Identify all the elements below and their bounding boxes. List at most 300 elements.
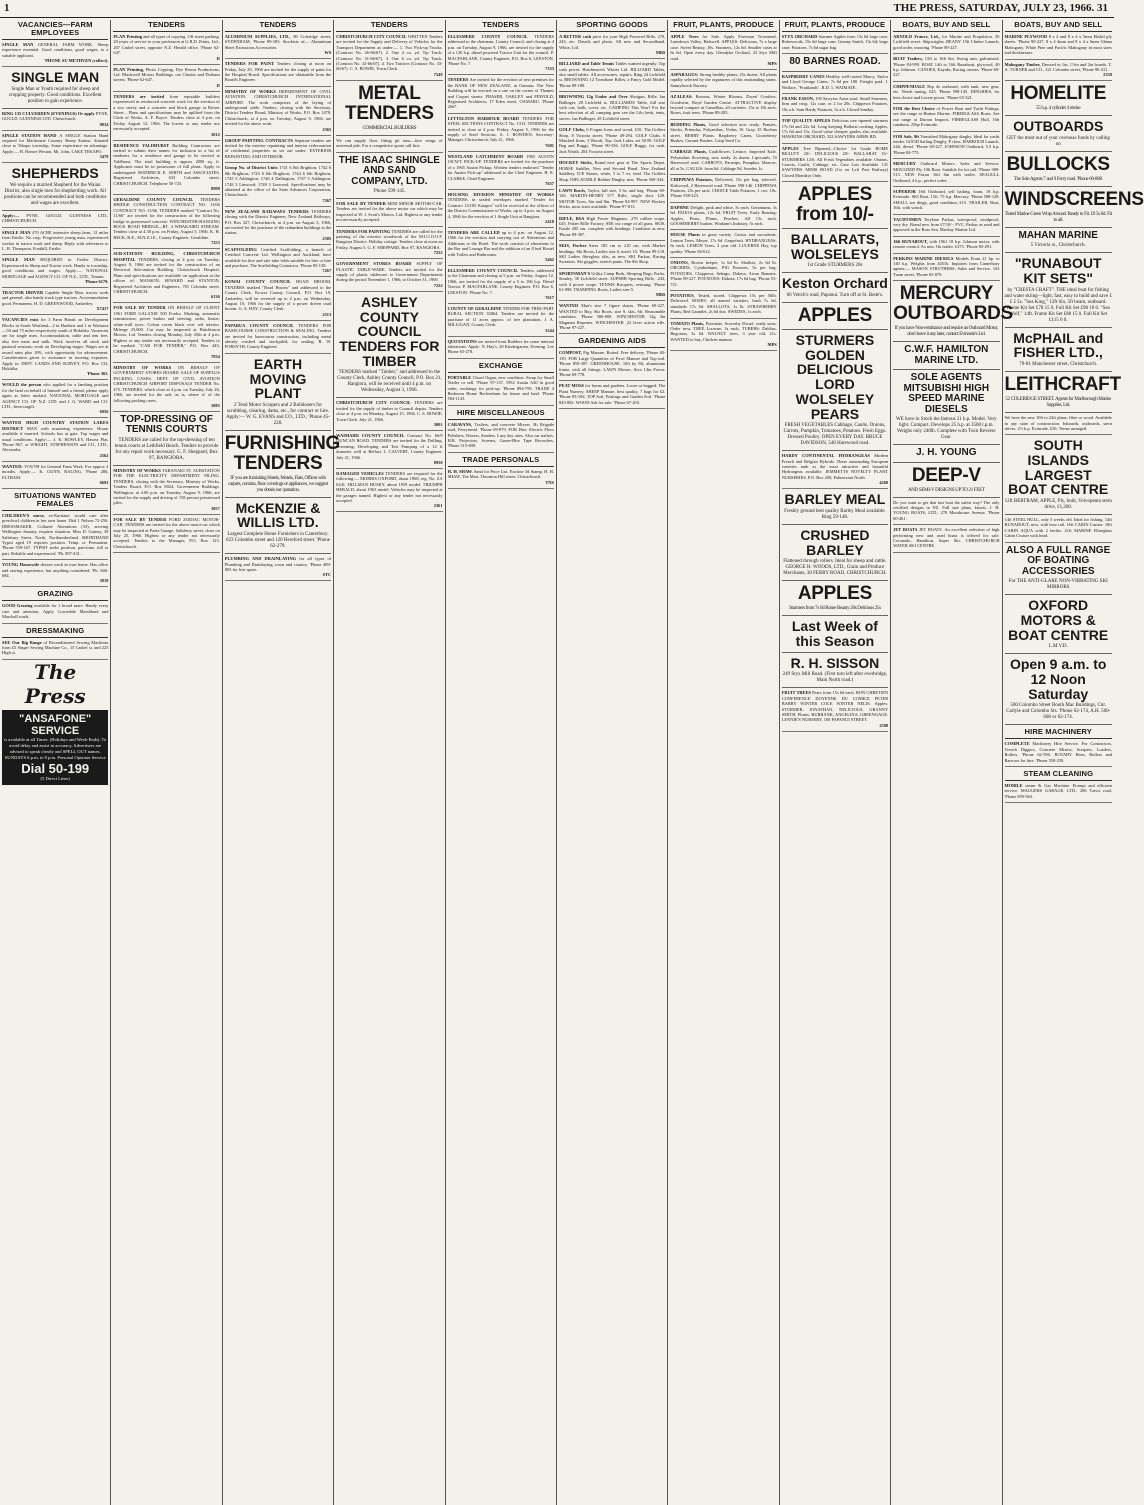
classified-ad-text — [559, 188, 665, 210]
classified-ad-body: Delight, pink and white, 5s each. Geraniums, 3s 6d. FEIJOA plants, 12s 6d. FRUIT Trees, Early Bearing: Apples, Pears, Plums, Peaches. All 15s each. GOOSEBERRY bushes, Winham's Industry, 5s each. — [670, 204, 777, 226]
classified-advertisement — [559, 92, 665, 125]
display-ad-body: Freshly ground best quality Barley Meal available. Ring 59-148. — [784, 508, 886, 520]
classified-ad-text — [448, 375, 554, 402]
classified-ad-lead: FRUIT TREES — [781, 690, 813, 696]
classified-ad-lead: RING 135 CULVERDEN (EVENINGS) Or apply — [2, 110, 96, 116]
classified-ad-lead: VACANCIES exist — [2, 317, 41, 323]
classified-ad-lead: ALUMINIUM SUPPLIES, LTD., — [224, 33, 294, 39]
classified-advertisement — [2, 109, 108, 131]
classified-ad-body: Terylene Parkas, waterproof, windproof, very dry. Brand new from £7/10/-. PVC, Parkas as used and approved in the Ross Sea, Mackay Marine Ltd. — [893, 216, 1000, 233]
classified-ad-lead: WESTLAND CATCHMENT BOARD — [447, 153, 527, 159]
classified-advertisement — [893, 187, 999, 215]
section-heading: EXCHANGE — [448, 361, 554, 373]
service-lines: (5 Direct Lines) — [40, 775, 70, 781]
classified-ad-text — [559, 350, 665, 377]
classified-ad-lead: ARNOLD France, Ltd., — [893, 33, 943, 39]
classified-ad-text — [2, 42, 108, 58]
classified-ad-lead: MINISTRY OF WORKS — [113, 365, 178, 371]
display-ad-title: BALLARATS, WOLSELEYS — [790, 231, 880, 262]
classified-ad-body: TENDERS FOR BASECOURSE CONSTRUCTION & SEALING. Tenders are invited for basecourse construction, including metal already crushed and stockpiled, for sealing. R. W. FORSYTH, County Engineer. — [224, 322, 332, 350]
classified-ad-lead: MARINE PLYWOOD — [1004, 33, 1049, 39]
classified-ad-text — [670, 321, 776, 343]
classified-ad-reference: 3085 — [211, 402, 220, 408]
display-advertisement — [1005, 595, 1112, 654]
display-ad-body: 1st Grade STURMERS 20s — [807, 263, 863, 269]
classified-ad-lead: SINGLE MAN — [2, 257, 41, 263]
display-ad-body: 500 Colombo Street Booth Mac Buildings, Cnr. Carlyle and Colombo Sts. 'Phone 62-174, A.H. 560-668 or 62-174. — [1006, 703, 1111, 721]
display-advertisement — [1005, 152, 1112, 187]
classified-advertisement — [336, 227, 442, 260]
display-advertisement — [1005, 543, 1112, 596]
classified-advertisement — [448, 75, 554, 113]
classified-column — [446, 20, 557, 1505]
classified-ad-lead: FOR SALE BY TENDER — [113, 516, 169, 522]
classified-ad-body: Certified Scaffolding, a branch of Certified Concrete Ltd. Wellington and Auckland, have available for hire and sale tube folds suitable for hire or hire and purchase. The Scaffolding Contractor. 'Phone 85-138. — [224, 246, 332, 268]
section-heading: TRADE PERSONALS — [448, 455, 554, 467]
page-masthead — [0, 0, 1114, 18]
classified-advertisement — [448, 114, 554, 152]
classified-ad-text — [1005, 34, 1112, 56]
display-advertisement — [336, 81, 442, 136]
classified-ad-lead: SKIS, Fischer — [558, 243, 589, 249]
classified-advertisement — [2, 560, 108, 587]
classified-ad-lead: H. H. SHAW. — [447, 468, 474, 474]
classified-ad-reference: 2505 — [322, 235, 332, 241]
display-ad-title: SOUTH ISLANDS LARGEST BOAT CENTRE — [1008, 437, 1109, 498]
display-ad-title: SINGLE MAN — [11, 69, 100, 86]
display-advertisement — [893, 445, 999, 463]
classified-ad-body: Brown keeper, 1s 6d lb. Shallots, 2s 6d lb. ORCHIDS, Cymbidiums. PIG Potatoes, 5s per bag. POTATOES, Chippewa, Sebago, Dakota, Arran Banners. 'Phone 89-227. POTATOES: Dakota, 17s 6d bag. 'Phone 53-721. — [670, 259, 777, 287]
display-ad-title: SHEPHERDS — [11, 165, 99, 182]
classified-ad-body: TENDERS closing with the District Engineer, New Zealand Railways, P.O. Box 327, Christchurch, at 4 p.m. on August 3, 1966, are invited for the purchase of the redundant buildings at the station. — [224, 208, 332, 236]
classified-ad-body: steam & Gas Machine. Prompt and efficient service. MAUGERS GARAGE, LTD., 286 Travis road, 'Phone 859-563. — [1004, 782, 1112, 799]
display-advertisement — [893, 463, 999, 498]
classified-ad-text — [782, 118, 888, 140]
classified-ad-body: SUPPLY OF PLASTIC TABLE-WARE. Tenders are invited for the supply of plastic tableware to Government Departments during the period November 1, 1966, to October 31, 1969. — [336, 261, 443, 283]
classified-ad-body: are invited from Builders for some internal alterations. Apply: N. Hay's, 20 Kindergarten, Evening. Lee Phone 65-278. — [447, 338, 554, 355]
classified-ad-body: Delivered, 15s per bag, selected. Kirkwood, 2 Harewood road. 'Phone 598-146. CHIPPEWA Potatoes, 25s per sack. CHOICE Table Potatoes, 1 cwt. 18s. 'Phone 558-223. — [670, 177, 777, 199]
classified-ad-text — [559, 94, 665, 121]
display-advertisement — [782, 581, 888, 616]
classified-ad-body: WRITTEN Tenders are invited for the Supply and Delivery of Vehicles for the Transport Department as under:— 1. Two Pick-up Trucks. (Contract No. 26-66/67). 2. One 4 cu. yd. Tip Truck. (Contract No. 31-66/67). 3. One 6 cu. yd. Tip Truck. (Contract No. 32-66/67). 4. Two Tractors (Contract No. 33-66/67). C. S. BOWIE, Town Clerk. — [336, 33, 443, 72]
classified-advertisement — [670, 175, 776, 203]
classified-advertisement — [2, 380, 108, 418]
classified-ad-text — [448, 192, 554, 219]
display-advertisement — [1005, 435, 1112, 515]
classified-ad-body: Capable Single Man, tractor work and general, also handy truck type tractors. Accommodation good. Permanent. H. D. GREENWOOD, Amberley. — [2, 290, 109, 306]
classified-advertisement — [336, 32, 442, 81]
classified-ad-lead: FOR Sale, 9ft — [893, 133, 921, 139]
classified-ad-text — [893, 256, 999, 278]
classified-ad-body: 6 Forgan Irons and wood, £10. The Golfers Shop, 8 Victoria street. 'Phone 49-294. GOLF Clubs, 6 Matched Irons, 3 Woods. Top. Jack Laker, set 50.99. GOLF Bag and Buggy, 'Phone 90-356. GOLF Buggy, for cash. Jack Walsh, 204 Victoria street. — [558, 127, 666, 154]
classified-ad-text — [893, 106, 999, 128]
classified-ad-text — [336, 471, 442, 503]
classified-ad-body: Photo Copying, Dye Reson Productions, Ltd. Blackwell Motors Buildings, cnr Chester and Durham streets. 'Phone 62-647. — [113, 66, 220, 83]
classified-ad-body: for all types of Plumbing and Drainlaying, town and country. 'Phone 489-803 for free quote. — [224, 556, 332, 572]
classified-ad-body: Building Contractors are invited to submit their names for inclusion in a list of tenderers for a residence and garage to be erected at Yaldhurst. The total building is approx 2000 sq. ft. Applicants must be in possession of full plans. Apply to undersigned: RODERICK E. SMITH and ASSOCIATES, Registered Architects, 633 Colombo street, CHRISTCHURCH. Telephone 50-725. — [113, 142, 220, 186]
classified-ad-text — [448, 422, 554, 449]
classified-advertisement — [2, 315, 108, 380]
classified-ad-lead: LYTTELTON HARBOUR BOARD — [447, 115, 523, 121]
classified-ad-text — [1005, 415, 1112, 431]
classified-ad-body: price for your High Powered Rifle, 270, 243, etc. Details and photo. All new and Secondhand. White, Ltd. — [558, 33, 666, 50]
classified-ad-body: for Marine and Propulsion. 50 Lichfield street. Shipwrights. BEANY 15ft Clinker Launch, good order, mooring. 'Phone 89-227. — [893, 33, 1000, 50]
classified-advertisement — [893, 32, 999, 54]
classified-ad-body: Dressed in 1in, 1½in and 2in boards. T. A. TURNER and CO., 321 Colombo street, 'Phone 90-411. — [1004, 61, 1112, 72]
classified-ad-text — [782, 453, 888, 480]
classified-ad-reference: 6136 — [211, 294, 220, 300]
classified-ad-body: Tables wanted urgently. Top cash prices. Hutchinson's Winter Ltd. BILLIARD Tables, also small tables. All accessories, repairs. Ring 24 Lichfield st. BROWNING 12 Trombone Rifles, a Fancy Gold Model. 'Phone 89-188. — [558, 61, 666, 88]
classified-ad-reference: 3344 — [545, 327, 554, 333]
classified-ad-lead: HOUSE Plants — [670, 232, 703, 238]
classified-ad-body: We can supply floor fitting pit runs—face wings of universal pile. For a competitive quote call first. — [336, 137, 443, 149]
classified-columns — [0, 20, 1144, 1505]
classified-ad-lead: SPORTSMAN'S — [558, 270, 592, 276]
classified-ad-body: FORD ZODIAC MOTOR-CAR. TENDERS are invited for the above motor-car which may be inspected at Parks Garage, Salisbury street, close on July 25, 1966. Highest or any tender not necessarily accepted. Tenders to the Manager, P.O. Box 123, Christchurch. — [113, 516, 220, 549]
classified-ad-text — [113, 34, 219, 56]
classified-ad-text — [225, 247, 331, 269]
classified-ad-lead: SUPERIOR — [893, 188, 919, 194]
display-ad-body: GET the most out of your overseas funds by calling on — [1006, 136, 1110, 148]
classified-ad-body: from reputable builders experienced in reinforced concrete work for the erection of a two storey and a concrete and block garage at Bower Street... Plans and specifications may be uplifted from the Clerk of Works, A. F. Boyce. Tenders close at 4 p.m. on Friday, August 12, 1966. The lowest or any tender not necessarily accepted. — [113, 93, 220, 132]
classified-ad-text — [893, 500, 999, 522]
classified-ad-body: of Reconditioned Sewing Machines from £5 Singer Sewing Machine Co., 15 Cashel st. and 225 High st. — [2, 639, 109, 656]
classified-ad-lead: CHRISTCHURCH CITY COUNCIL — [336, 33, 408, 39]
classified-column — [334, 20, 445, 1505]
classified-advertisement — [559, 381, 665, 409]
display-ad-title: THE ISAAC SHINGLE AND SAND COMPANY, LTD. — [338, 154, 440, 187]
classified-advertisement — [336, 431, 442, 469]
classified-ad-lead: HARDY CONTINENTAL HYDRANGEAS — [781, 453, 875, 459]
display-ad-title: MERCURY OUTBOARDS — [893, 283, 1013, 325]
display-ad-body: 12ft BERTRAM, APPLE, Ply, built, Volvopenta stern drive, £1,200. — [1004, 499, 1112, 511]
classified-advertisement — [670, 147, 776, 175]
classified-ad-lead: DAMAGED VEHICLES — [336, 470, 386, 476]
display-ad-body: WE have in Stock the famous 21 h.p. Model. Very light. Compact. Develops 25 h.p. at 3500 r.p.m. Weighs only 240lb. Complete with Twin Reverse Gear. — [895, 417, 997, 441]
classified-ad-body: for Sale. Apply Foreman Townsend, Lansdown Valley, Halswell. APPLES: Delicious, 7s a large case. Sweet Beauty, 10s. Sturmers, 12s 6d. Smaller cases at 6s 6d. Open every day. Glendyke Orchard, 23 Styx Mill road. — [670, 33, 777, 61]
classified-ad-body: MINI MINOR MOTOR-CAR. Tenders are invited for the above motor car which may be inspected at W. J. Scott's Motors, Ltd. Highest or any tender not necessarily accepted. — [336, 201, 443, 223]
classified-ad-reference: MBS — [655, 292, 666, 298]
classified-ad-body: of Power Boat and Yacht Fittings, see the range at Hutton Marine. FIBERGLASS Boats. See our range at Dacron Imports. FIBREGLASS Hull, 16ft runabout, 25hp Evinrude. — [893, 106, 1000, 128]
classified-ad-reference: 3012 — [211, 131, 220, 137]
classified-advertisement — [1005, 781, 1112, 803]
classified-ad-body: JET BOATS. An excellent selection of high performing new and used boats is offered for sale. Coronado, Hamilton, Super Ski. CHRISTCHURCH WATER SKI CENTRE. — [893, 527, 1000, 549]
classified-ad-text — [225, 165, 331, 197]
classified-ad-lead: COMPLETE — [1004, 741, 1033, 747]
display-ad-title: APPLES — [797, 583, 873, 605]
classified-advertisement — [336, 136, 442, 153]
classified-ad-body: Outboard Motors. Sales and Service. MOULDED Ply 10ft Boat. Suitable for lot sail. 'Phone 388-513. NEW Paxon 16ft 6in with trailer. SEAGULL Outboard, 4 h.p., perfect order. — [893, 161, 1000, 183]
classified-ad-text — [448, 339, 554, 355]
classified-ad-body: Sizes 185 cm to 210 cm, with Marker bindings. Ski Boots, Ladies size 6, men's 10. 'Phone 89-118. SKI Ladies fibreglass skis, as new. SKI Parkas, Racing Sweaters. Ski goggles, stretch pants. The Ski Shop. — [558, 243, 666, 265]
classified-ad-reference: 3057 — [211, 505, 220, 511]
classified-advertisement — [782, 688, 888, 731]
display-ad-body: L.M.V.D. — [1048, 644, 1068, 650]
classified-advertisement — [225, 136, 331, 164]
classified-ad-lead: WANTED HIGH COUNTRY STATION LAKES DISTRICT — [2, 420, 109, 431]
classified-advertisement — [225, 32, 331, 59]
classified-ad-lead: ELLESMERE COUNTY COUNCIL — [447, 33, 535, 39]
classified-ad-text — [670, 260, 776, 287]
classified-ad-lead: DAPHNE — [670, 204, 691, 210]
classified-ad-body: Delicious tree ripened sturmers 17s 6d and 22s 6d. Long keeping Ballarat cooking Apples, 17s 6d and 15s. Good value cheaper grades also available. HAWKINS ORCHARD, 322 SAWYERS ARMS RD. — [781, 118, 889, 140]
classified-ad-reference: WS — [324, 50, 332, 56]
classified-ad-lead: SUB-STATION BUILDING, CHRISTCHURCH HOSPITAL — [113, 251, 220, 262]
classified-ad-lead: BEDDING Plants, — [670, 121, 709, 127]
classified-ad-text — [2, 133, 108, 155]
classified-ad-lead: WANTED: — [2, 463, 25, 469]
classified-advertisement — [559, 158, 665, 186]
classified-ad-text — [559, 127, 665, 154]
classified-advertisement — [1005, 413, 1112, 435]
classified-advertisement — [2, 40, 108, 67]
classified-ad-reference: 3479 — [99, 154, 109, 160]
classified-advertisement — [113, 32, 219, 65]
classified-ad-reference: 5462 — [545, 256, 554, 262]
classified-ad-text — [670, 122, 776, 144]
classified-ad-body: TENDERS FOR STEEL SECTIONS CONTRACT No. 1313. TENDERS are invited to close at 4 p.m. Friday, August 5, 1966 for the supply of Steel Sections. A. J. BOWDEN, Secretary-Manager. Christchurch, July 21, 1966. — [447, 115, 554, 143]
classified-ad-lead: SINGLE MAN — [2, 229, 33, 235]
display-ad-body: For THE ANTI-GLARE NON-VIBRATING SKI MIRRORS — [1008, 579, 1108, 591]
display-ad-body: COMMERCIAL BUILDERS — [362, 125, 417, 131]
display-ad-body: 'Phone 599-145. — [373, 189, 406, 194]
classified-advertisement — [559, 348, 665, 381]
classified-ad-lead: GROUP PAINTING CONTRACTS — [224, 137, 295, 143]
classified-ad-reference: 2562 — [99, 452, 109, 458]
classified-ad-body: 16ft Outboard, self bailing, foam, 18 h.p. Evinrude. SKI Boat, 15ft. 75 h.p. Mercury. 'Phone 588-128. SMALL sea dingy, good condition, £15. TRAILER, Boat, 16ft, with winch. — [893, 188, 1000, 211]
column-heading: FRUIT, PLANTS, PRODUCE — [670, 20, 776, 32]
classified-ad-lead: FOR SALE BY TENDER — [336, 201, 388, 206]
classified-ad-body: TENDERS are called for the painting of the exterior woodwork of the M.U.I.O.O.F. Rangiora District. Holiday cottage. Tenders close at noon on Friday, August 5. G. F. SHEPPARD, Box 97, RANGIORA. — [336, 228, 443, 250]
display-advertisement — [2, 163, 108, 211]
classified-ad-lead: BOAT Trailers, — [893, 56, 925, 62]
classified-ad-lead: JET BOATS — [893, 527, 920, 533]
classified-advertisement — [893, 159, 999, 187]
display-ad-body: If you have Non-remittance and require an Outboard Motor, don't leave it any later, contact Evinrude's Ltd. — [894, 326, 998, 338]
classified-advertisement — [559, 59, 665, 92]
classified-ad-lead: FRANK ESSON, — [781, 95, 816, 101]
display-ad-title: WINDSCREENS — [1004, 188, 1144, 210]
classified-ad-lead: QUOTATIONS — [447, 338, 478, 344]
display-advertisement — [1004, 372, 1121, 413]
classified-ad-text — [225, 61, 331, 83]
classified-ad-body: DEPARTMENT OF CIVIL AVIATION. CHRISTCHURCH INTERNATIONAL AIRPORT. The work comprises of the laying of underground cable. Tenders, closing with the Secretary, District Tenders Board, Ministry of Works, P.O. Box 1479, Christchurch, at 4 p.m. on Tuesday, August 9, 1966, are invited for the above work. — [224, 88, 332, 127]
classified-ad-text — [1005, 741, 1112, 763]
display-advertisement — [782, 229, 888, 273]
classified-ad-lead: ONIONS, — [670, 259, 692, 265]
classified-ad-body: desires work in own home. Has office and sewing experience, but anything considered. 'Ph. 846-684. — [2, 562, 109, 578]
classified-ad-reference: 7252 — [433, 282, 443, 288]
classified-advertisement — [113, 195, 219, 249]
classified-ad-lead: CHILDREN'S nurse, — [2, 512, 49, 518]
service-title: "ANSAFONE" SERVICE — [19, 712, 92, 737]
classified-ad-body: 470 ACRE intensive sheep farm, 12 miles from Fairlie. No crop. Progressive young man, experienced worker in tractor work and sheep. Reply with references to L. B. Thompson, Fonthill, Fairlie. — [2, 229, 109, 251]
classified-ad-lead: GOLF Clubs, — [558, 127, 587, 133]
display-advertisement — [782, 616, 888, 652]
classified-ad-text — [225, 323, 331, 350]
classified-ad-lead: MOBILE — [1004, 782, 1026, 788]
classified-ad-text — [782, 96, 888, 112]
classified-ad-body: Chord Organ, new condition. Swap for Small Trailer or sell. 'Phone 97-137. 1952 Austin A40 in good order, exchange for pick-up. 'Phone 894-799. TRADE 4 Bedroom Home Beckenham for house and land. 'Phone 584-1125. — [447, 374, 554, 402]
display-advertisement — [1005, 228, 1112, 254]
classified-ad-body: High Power Magnum, .270 calibre scope. £45. Fisher Rifle Factory. SEE our range of all guns. SKIS, Kastle 205 cm, complete with bindings. Condition as new. 'Phone 89-387. — [558, 215, 666, 237]
classified-ad-lead: LAWN Bowls, — [558, 187, 588, 193]
classified-ad-reference: D — [216, 82, 220, 88]
classified-ad-text — [2, 257, 108, 279]
classified-advertisement — [2, 288, 108, 315]
classified-advertisement — [1005, 32, 1112, 60]
classified-advertisement — [336, 398, 442, 431]
display-advertisement — [1005, 81, 1112, 116]
display-ad-body: by "CRESTA CRAFT". THE ideal boat for fishing and water skiing—light, fast, easy to build and save £ £ £ £s. "Sea King," 12ft 6in, 5ft beam, outboard. Frame Kit Set £78 15 0. Full Kit Set £98 10 0. "Sea Wolf," 14ft. Frame Kit Set £88 15 0. Full Kit Set £115 0 0. — [1004, 287, 1112, 323]
classified-advertisement — [336, 199, 442, 227]
display-ad-body: The Sole Agents 7 and 9 Ferry road. 'Phone 60-888. — [1013, 176, 1103, 182]
display-advertisement — [782, 489, 888, 525]
display-advertisement — [225, 498, 331, 554]
classified-ad-body: TENDERS, closing at 4 p.m. on Tuesday, August 9, 1966 are invited for the construction of an Electrical Sub-station Building, Christchurch Hospital. Plans and specifications are available on application at the offices of: MANSON, SEWARD and STANTON, Registered Architects and Engineers, 701 Colombo street, CHRISTCHURCH. — [113, 256, 220, 294]
display-ad-title: APPLES — [797, 305, 873, 327]
classified-ad-text — [336, 261, 442, 283]
classified-ad-body: Pig Manure. Rotted. Free delivery. 'Phone 40-139. FOR Large Quantities of Fowl Manure and Top-soil. 'Phone 859-387. GREENHOUSE, 10ft by 8ft, aluminium frame, with all fittings. LAWN Mower, Atco 14in Power. 'Phone 69-778. — [558, 350, 666, 378]
classified-advertisement — [893, 237, 999, 254]
column-heading: TENDERS — [336, 20, 442, 32]
display-ad-body: 5 Victoria st., Christchurch. — [1030, 243, 1086, 249]
classified-ad-text — [670, 232, 776, 254]
classified-ad-text — [893, 161, 999, 183]
classified-ad-lead: CABBAGE Plants, — [670, 149, 709, 155]
classified-ad-body: TARANAKI ST. SUBSTATION FOR THE ELECTRICITY DEPARTMENT PILING. TENDERS, closing with the Secretary, Ministry of Works, Tenders Board, P.O. Box 8024, Government Buildings, Wellington, at 4.00 p.m. on Tuesday, August 9, 1966, are invited for the supply and driving of 158 precast prestressed piles. — [113, 467, 220, 506]
classified-ad-body: and all types of copying. Off street parking. 20 years of service to your profession at G.B.D. Prints, Ltd., 267 Cashel street, opposite N.Z. Herald office. 'Phone 62-647. — [113, 33, 220, 56]
classified-ad-body: MAN with mustering experience. House available if married. Schools bus at gate. Top wages and usual conditions. Apply:— J. K. ROWLEY, Hawea Flat, 'Phone 867, or WRIGHT, STEPHENSON and CO., LTD., Alexandra. — [2, 425, 109, 453]
classified-ad-reference: 2418 — [545, 218, 554, 224]
classified-advertisement — [782, 72, 888, 94]
classified-advertisement — [225, 245, 331, 278]
classified-ad-text — [2, 420, 108, 452]
classified-advertisement — [782, 451, 888, 489]
classified-ad-reference: 6956 — [99, 409, 109, 415]
classified-ad-text — [670, 177, 776, 199]
classified-ad-lead: PEAT MOSS — [558, 383, 586, 389]
classified-ad-lead: FOR SALE BY TENDER — [113, 305, 168, 311]
classified-ad-text — [559, 271, 665, 293]
display-ad-body: FRESH VEGETABLES Cabbage, Caulis, Onions, Carrots, Pumpkin, Tomatoes, Potatoes. Fresh Eggs. Dressed Poultry. OPEN EVERY DAY. BRUCE DAVIDSON, 540 Harewood road. — [783, 423, 887, 447]
classified-ad-text — [225, 209, 331, 236]
classified-ad-body: Cauliflower, Lettuce, Imported Kale. Polyanthus flowering, now ready. 2s dozen. Lipscomb, 74 Harewood road. CARROTS, Parsnips, Pumpkin, Marrow, all at 5s. CAULIS: from 6d. Cabbage 9d, Swedes 1s. — [670, 149, 777, 171]
display-ad-body: 249 Styx Mill Road. (First turn left after overbridge, Main North road.) — [782, 672, 888, 684]
display-advertisement — [782, 653, 888, 689]
classified-advertisement — [893, 525, 999, 553]
display-advertisement — [1004, 187, 1144, 228]
display-advertisement — [1005, 116, 1112, 152]
classified-ad-body: 80 Coleridge street, SYDENHAM, 'Phone 89-183. Stockists of— Aluminium Sheet Extrusions Accessories. — [224, 33, 332, 50]
classified-ad-reference: 7253 — [211, 240, 220, 246]
display-advertisement — [336, 153, 442, 200]
classified-advertisement — [113, 363, 219, 412]
display-ad-body: Tinted Marine Green Wrap Around. Ready to Fit. £9 5s 6d. Fit to all. — [1004, 211, 1112, 223]
classified-ad-body: Varnished Mahogany dinghy. Ideal for yacht tender. GOOD Sailing Dinghy, P class. HARBOUR Launch, 24ft, diesel. 'Phone 69-227. JOHNSON Outboard, 5.5 h.p. 'Phone 84-775. — [893, 133, 1000, 155]
classified-advertisement — [893, 82, 999, 104]
classified-column — [780, 20, 891, 1505]
classified-ad-reference: 6692 — [99, 480, 109, 485]
classified-ad-lead: MINISTRY OF WORKS — [113, 467, 163, 473]
classified-ad-text — [113, 365, 219, 403]
classified-ad-body: Are invited for the erection of new premises for the BANK OF NEW ZEALAND, in Oamaru. The New Building will be erected on a site on the corner of Thames and Coquet streets. FRASER, OAKLEY and PINFOLD, Registered Architects, 17 Eden street, OAMARU. 'Phone 2667. — [447, 77, 554, 110]
display-advertisement — [782, 273, 888, 303]
classified-ad-body: TENDERS are required for the following:— MORRIS OXFORD, about 1960, reg. No. ZA 6241. HILLMAN HUSKY, about 1959 model. TRIUMPH HERALD, about 1963 model. Vehicles may be inspected at the garages named. Highest or any tender not necessarily accepted. — [336, 470, 443, 503]
classified-advertisement — [559, 214, 665, 242]
classified-ad-text — [113, 468, 219, 506]
classified-ad-text — [893, 239, 999, 250]
classified-ad-lead: CHIPPEWA Potatoes, — [670, 177, 716, 183]
classified-ad-body: Man's size 7 figure skates. 'Phone 69-227. WANTED to Buy, Ski Boots, size 9, skis, 6ft. Reasonable condition. 'Phone 586-008. WINCHESTER 12g 3in Magnum Repeater. WINCHESTER .22 lever action rifle. 'Phone 97-227. — [558, 303, 666, 331]
classified-ad-body: Do you want to get that fast boat the safest way? The only certified designs in NZ. Full size plans, kitsets. J. H. YOUNG BOATS, LTD., 270 Moorhouse Avenue, 'Phone 60-461. — [893, 499, 1000, 521]
classified-ad-text — [559, 61, 665, 88]
classified-ad-lead: GERALDINE COUNTY COUNCIL — [113, 196, 201, 202]
classified-ad-lead: AZALEAS: — [670, 94, 696, 100]
display-ad-title: BARLEY MEAL — [784, 491, 886, 508]
display-advertisement — [782, 303, 888, 330]
classified-ad-body: Brooms, Winter Blooms, Dwarf Conifers. Goodwins, Boyd Garden Centre. ATTRACTIVE display beyond compare in Camellias, all varieties. 15s to 18s each. Roses, fruit trees. 'Phone 89-283. — [670, 94, 777, 116]
classified-column — [557, 20, 668, 1505]
classified-ad-text — [448, 154, 554, 181]
display-ad-title: ASHLEY COUNTY COUNCIL TENDERS FOR TIMBER — [339, 293, 440, 369]
classified-ad-text — [670, 72, 776, 88]
classified-ad-lead: COMPOST, — [558, 350, 584, 356]
classified-advertisement — [893, 498, 999, 526]
classified-ad-text — [113, 143, 219, 186]
classified-ad-text — [893, 527, 999, 549]
section-heading: HIRE MISCELLANEOUS — [448, 408, 554, 420]
display-ad-title: J. H. YOUNG — [916, 447, 977, 459]
classified-ad-text — [113, 305, 219, 354]
classified-ad-body: Tested, stored. Chippewa 15s per 56lb. Delivered. ROSES: all named varieties, bush 7s 6d, standards 17s 6d. SHALLOTS, 1s lb. STRAWBERRY Plants, Red Gauntlet, 2s 6d doz. SWEDES, 1s each. — [670, 293, 777, 315]
classified-ad-reference: 'PHONE SU METHVEN (collect). — [44, 58, 109, 64]
classified-ad-text — [2, 213, 108, 224]
classified-ad-text — [225, 34, 331, 50]
column-heading: SPORTING GOODS — [559, 20, 665, 32]
display-ad-body: 66 Veitch's road, Papanui. Turn off at St. Bede's. — [786, 293, 884, 299]
display-ad-title: Keston Orchard — [782, 275, 888, 292]
section-heading: HIRE MACHINERY — [1005, 727, 1112, 739]
classified-ad-body: ex-Karitane, would care after preschool children in her own home. Dial 1 Nelson 72-256. DRESSMAKER, Collared Alterations (33), arriving Wellington January, requires situation. Miss D. Gurney, 38 Salisbury Street, North, Northumberland. SHORTHAND Typist aged 19 requires position. Temp. or Permanent. 'Phone 559-167. TYPIST seeks position, part-time, full or part. Reliable and experienced. 'Ph. 897-431. — [2, 512, 109, 556]
classified-ad-text — [559, 160, 665, 182]
classified-ad-lead: COUNTY OF GERALDINE — [447, 306, 503, 311]
display-advertisement — [336, 292, 442, 398]
classified-ad-body: TENDER FOR TREE-PART RURAL SECTION 33064. Tenders are invited for the purchase of 11 acres approx. of tree plantation. J. A. MILLIGAN, County Clerk. — [447, 306, 554, 328]
classified-ad-text — [225, 89, 331, 127]
display-ad-title: R. H. SISSON — [790, 654, 880, 671]
classified-column — [891, 20, 1013, 1505]
column-heading: TENDERS — [225, 20, 331, 32]
classified-ad-text — [336, 433, 442, 460]
classified-ad-reference: D — [216, 55, 220, 61]
classified-ad-text — [113, 251, 219, 294]
classified-ad-text — [336, 34, 442, 72]
classified-ad-lead: ELLESMERE COUNTY COUNCIL — [447, 267, 520, 273]
classified-ad-lead: CHRISTCHURCH CITY COUNCIL — [336, 400, 415, 406]
display-advertisement — [225, 354, 331, 431]
classified-ad-reference: 'Phone 6179. — [84, 279, 109, 285]
classified-advertisement — [113, 65, 219, 92]
classified-ad-body: TENDERS addressed to the chairman, County Council, and closing at 4 p.m. on Tuesday, August 9, 1966, are invited for the supply of a 120 h.p. diesel powered Tractor Unit for the council. P. MACFARLANE, County Engineer, P.O. Box 6, LEESTON. 'Phone No. 7. — [447, 33, 554, 66]
classified-ad-body: ON BEHALF OF GOVERNMENT STORES BOARD. SALE OF SURPLUS PACKING CASES. DEPT. OF CIVIL AVIATION CHRISTCHURCH AIRPORT DISPOSALS TENDER No. 475. TENDERS, which close at 4 p.m. on Tuesday, July 26, 1966, are invited for the sale 'as is, where is' of the following packing cases. — [113, 365, 220, 403]
classified-ad-lead: WANTED — [558, 303, 582, 309]
column-heading: TENDERS — [113, 20, 219, 32]
ansafone-service-box — [2, 710, 108, 785]
classified-ad-lead: CHIPPENDALE — [893, 83, 928, 89]
classified-ad-body: Sand for Price List. Enclose 3d Stamp. H. H. SHAW, The Mart, Thornton Hill street, Christchurch. — [447, 468, 554, 480]
classified-ad-text — [448, 77, 554, 109]
